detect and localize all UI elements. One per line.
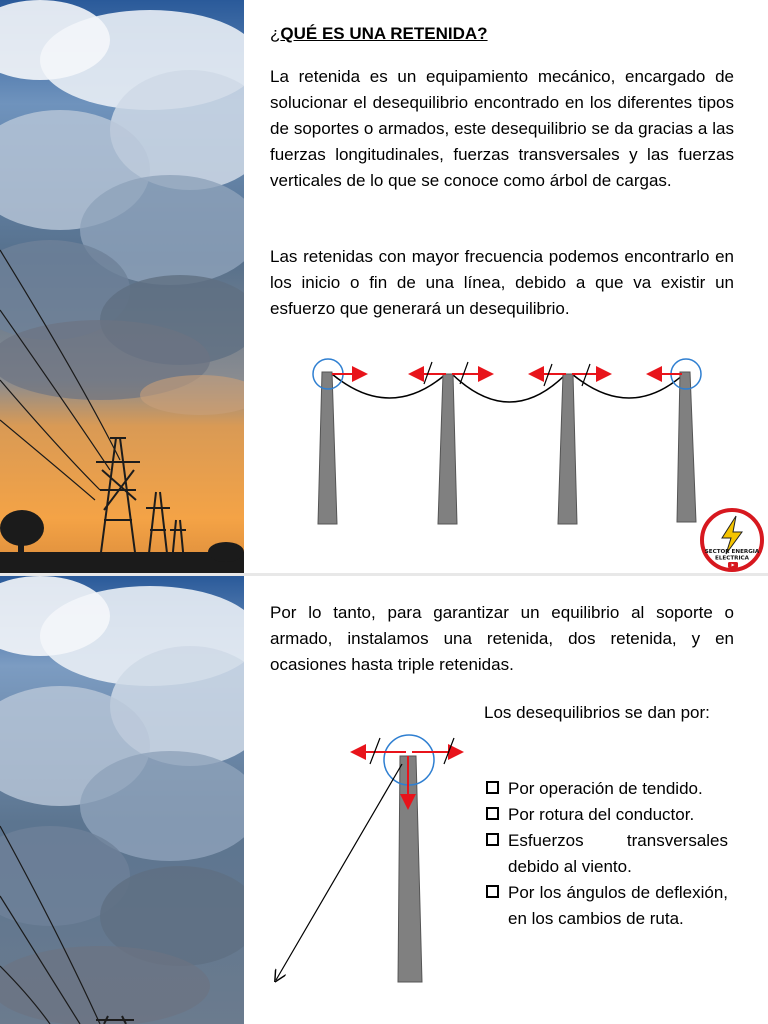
page-title [270,24,488,44]
storm-sky-power-lines-photo [0,0,244,576]
paragraph-balance: Por lo tanto, para garantizar un equilibrio al soporte o armado, instalamos una retenida, dos retenida, y en ocasiones hasta triple retenidas. [270,603,734,674]
conductor-line [572,374,684,398]
slide-2 [0,576,768,1024]
paragraph-definition: La retenida es un equipamiento mecánico, encargado de solucionar el desequilibrio encontrado en los diferentes tipos de soportes o armados, este desequilibrio se da gracias a las fuerzas longitudinales, fuerzas transversales y las fuerzas verticales de lo que se conoce como árbol de cargas. [270,67,734,190]
title-prefix: ¿ [270,24,281,43]
checkbox-bullet-icon [486,807,499,820]
pole-4 [677,372,696,522]
pole-3 [558,374,577,524]
checkbox-bullet-icon [486,781,499,794]
conductor-line [452,374,566,402]
logo-line-1: SECTOR ENERGIA [704,549,760,555]
checkbox-bullet-icon [486,885,499,898]
sector-energia-logo [700,508,764,572]
list-item: Por los ángulos de deflexión, en los cambios de ruta. [484,880,728,932]
title-text: QUÉ ES UNA RETENIDA? [280,24,488,43]
checkbox-bullet-icon [486,833,499,846]
guy-wire-diagram [266,716,466,1016]
list-item: Por operación de tendido. [484,776,728,802]
pole-1 [318,372,337,524]
conductor-line [332,374,446,398]
imbalance-causes-list [484,776,728,932]
imbalance-intro: Los desequilibrios se dan por: [484,703,710,722]
pole-2 [438,374,457,524]
poles-diagram [300,352,740,532]
list-item: Esfuerzos transversales debido al viento. [484,828,728,880]
paragraph-frequency: Las retenidas con mayor frecuencia podemos encontrarlo en los inicio o fin de una línea, debido a que va existir un esfuerzo que generará un desequilibrio. [270,247,734,318]
guy-wire [276,764,402,980]
storm-sky-power-lines-photo [0,576,244,1024]
list-item: Por rotura del conductor. [484,802,728,828]
logo-line-2: ELECTRICA [715,555,749,562]
pole [398,756,422,982]
